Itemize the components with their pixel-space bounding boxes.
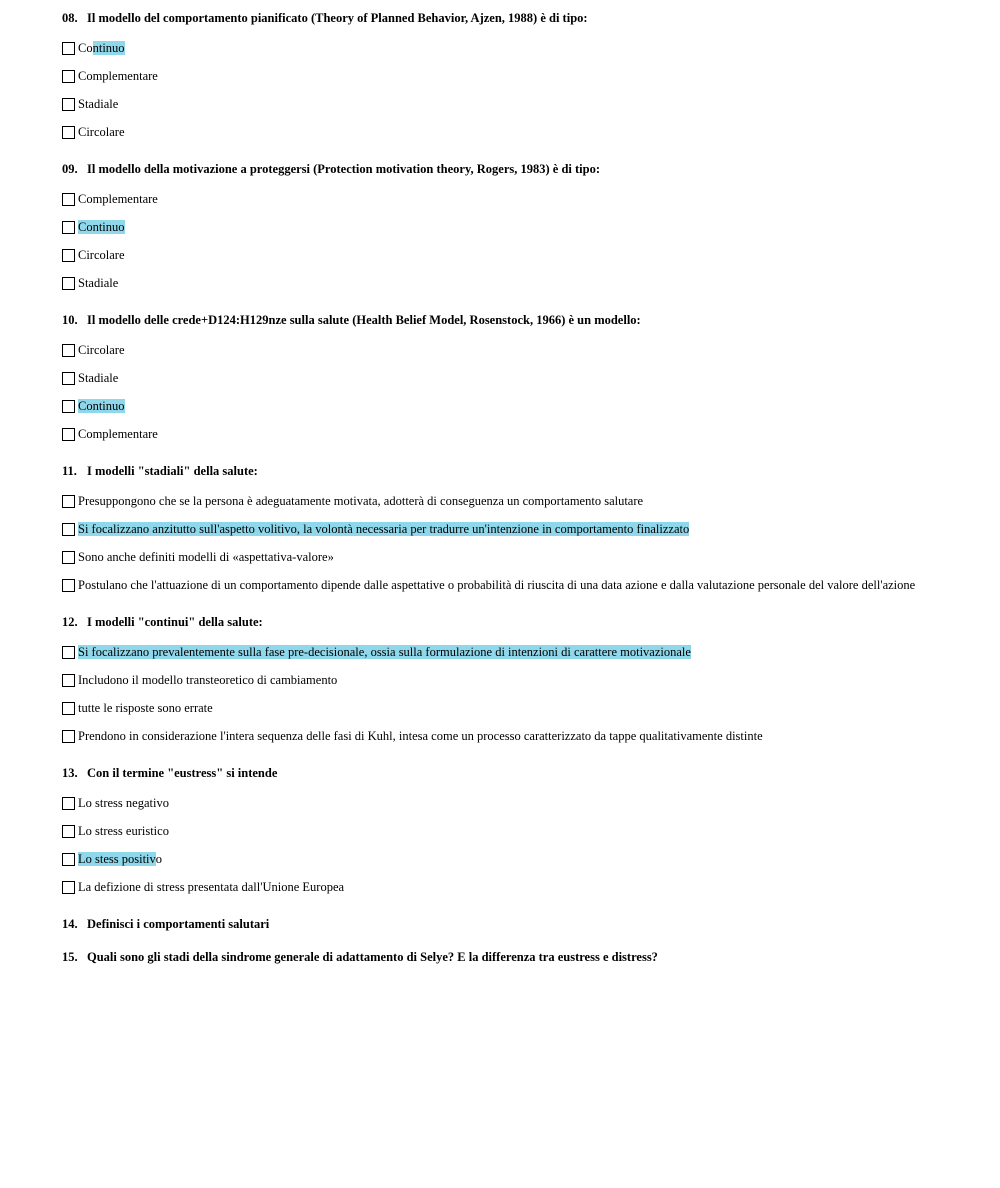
question-0 <box>62 8 962 146</box>
answer-label <box>78 521 689 537</box>
question-heading <box>62 310 962 330</box>
answer-text: tutte le risposte sono errate <box>78 701 213 715</box>
answer-checkbox[interactable] <box>62 344 75 357</box>
answer-label <box>78 644 691 660</box>
question-text: I modelli "continui" della salute: <box>87 615 263 629</box>
question-1 <box>62 159 962 297</box>
answer-text: Complementare <box>78 192 158 206</box>
question-heading <box>62 914 962 934</box>
answer-option[interactable] <box>62 873 962 901</box>
answer-checkbox[interactable] <box>62 825 75 838</box>
answer-checkbox[interactable] <box>62 372 75 385</box>
answer-text: Circolare <box>78 343 125 357</box>
answer-checkbox[interactable] <box>62 70 75 83</box>
answer-label <box>78 370 118 386</box>
answer-option[interactable] <box>62 845 962 873</box>
answer-label <box>78 700 213 716</box>
question-number: 11. <box>62 464 77 478</box>
answer-option[interactable] <box>62 336 962 364</box>
answer-option[interactable] <box>62 571 962 599</box>
answer-label <box>78 426 158 442</box>
answer-label <box>78 96 118 112</box>
answer-option[interactable] <box>62 364 962 392</box>
answer-label <box>78 823 169 839</box>
answer-label <box>78 124 125 140</box>
answer-option[interactable] <box>62 90 962 118</box>
answer-option[interactable] <box>62 420 962 448</box>
answer-checkbox[interactable] <box>62 551 75 564</box>
question-heading <box>62 947 962 967</box>
answer-option[interactable] <box>62 789 962 817</box>
answer-label <box>78 795 169 811</box>
answer-checkbox[interactable] <box>62 98 75 111</box>
answer-option[interactable] <box>62 666 962 694</box>
answer-option[interactable] <box>62 62 962 90</box>
answer-option[interactable] <box>62 487 962 515</box>
question-text: Il modello della motivazione a proteggersi (Protection motivation theory, Rogers, 1983) è di tipo: <box>87 162 601 176</box>
answer-text: Stadiale <box>78 276 119 290</box>
answer-text: Complementare <box>78 427 158 441</box>
question-heading <box>62 763 962 783</box>
highlighted-answer-text: Si focalizzano anzitutto sull'aspetto volitivo, la volontà necessaria per tradurre un'intenzione in comportamento finalizzato <box>78 522 690 536</box>
question-heading <box>62 461 962 481</box>
answer-checkbox[interactable] <box>62 193 75 206</box>
answer-option[interactable] <box>62 638 962 666</box>
answer-option[interactable] <box>62 34 962 62</box>
answer-option[interactable] <box>62 722 962 750</box>
answer-text: La defizione di stress presentata dall'Unione Europea <box>78 880 345 894</box>
answer-text: Complementare <box>78 69 158 83</box>
question-number: 09. <box>62 162 78 176</box>
answer-text: Presuppongono che se la persona è adeguatamente motivata, adotterà di conseguenza un comportamento salutare <box>78 494 644 508</box>
question-7 <box>62 947 962 967</box>
question-heading <box>62 612 962 632</box>
question-5 <box>62 763 962 901</box>
question-4 <box>62 612 962 750</box>
question-heading <box>62 8 962 28</box>
answer-option[interactable] <box>62 515 962 543</box>
question-text: I modelli "stadiali" della salute: <box>87 464 258 478</box>
question-text: Quali sono gli stadi della sindrome generale di adattamento di Selye? E la differenza tra eustress e distress? <box>87 950 658 964</box>
answer-option[interactable] <box>62 694 962 722</box>
answer-option[interactable] <box>62 118 962 146</box>
answer-option[interactable] <box>62 543 962 571</box>
answer-label <box>78 851 162 867</box>
answer-label <box>78 672 337 688</box>
answer-text: Prendono in considerazione l'intera sequenza delle fasi di Kuhl, intesa come un processo caratterizzato da tappe qualitativamente distinte <box>78 729 763 743</box>
answer-text: Includono il modello transteoretico di cambiamento <box>78 673 338 687</box>
answer-label <box>78 219 125 235</box>
answer-checkbox[interactable] <box>62 428 75 441</box>
answer-checkbox[interactable] <box>62 797 75 810</box>
answer-label <box>78 549 334 565</box>
answer-checkbox[interactable] <box>62 523 75 536</box>
answer-checkbox[interactable] <box>62 126 75 139</box>
question-number: 15. <box>62 950 78 964</box>
answer-checkbox[interactable] <box>62 495 75 508</box>
question-text: Il modello delle crede+D124:H129nze sulla salute (Health Belief Model, Rosenstock, 1966) è un modello: <box>87 313 641 327</box>
answer-text: Lo stress negativo <box>78 796 169 810</box>
highlighted-answer-text: ntinuo <box>92 41 125 55</box>
answer-option[interactable] <box>62 817 962 845</box>
highlighted-answer-text: Si focalizzano prevalentemente sulla fase pre-decisionale, ossia sulla formulazione di intenzioni di carattere motivazionale <box>78 645 691 659</box>
question-number: 10. <box>62 313 78 327</box>
question-text: Definisci i comportamenti salutari <box>87 917 270 931</box>
answer-label <box>78 493 643 509</box>
answer-checkbox[interactable] <box>62 646 75 659</box>
answer-checkbox[interactable] <box>62 702 75 715</box>
answer-text: Stadiale <box>78 97 119 111</box>
question-6 <box>62 914 962 934</box>
answer-checkbox[interactable] <box>62 881 75 894</box>
answer-option[interactable] <box>62 269 962 297</box>
answer-text: Sono anche definiti modelli di «aspettativa-valore» <box>78 550 334 564</box>
answer-text: o <box>155 852 163 866</box>
question-number: 12. <box>62 615 78 629</box>
answer-label <box>78 40 125 56</box>
answer-option[interactable] <box>62 213 962 241</box>
quiz-document <box>62 8 962 980</box>
answer-option[interactable] <box>62 241 962 269</box>
answer-text: Co <box>78 41 93 55</box>
question-number: 08. <box>62 11 78 25</box>
question-number: 14. <box>62 917 78 931</box>
answer-label <box>78 68 158 84</box>
answer-checkbox[interactable] <box>62 400 75 413</box>
answer-checkbox[interactable] <box>62 674 75 687</box>
answer-checkbox[interactable] <box>62 579 75 592</box>
answer-label <box>78 879 344 895</box>
answer-text: Lo stress euristico <box>78 824 169 838</box>
question-number: 13. <box>62 766 78 780</box>
answer-text: Stadiale <box>78 371 119 385</box>
answer-label <box>78 728 763 744</box>
question-3 <box>62 461 962 599</box>
highlighted-answer-text: Continuo <box>78 399 125 413</box>
answer-text: Circolare <box>78 248 125 262</box>
question-heading <box>62 159 962 179</box>
answer-text: Postulano che l'attuazione di un comportamento dipende dalle aspettative o probabilità di riuscita di una data azione e dalla valutazione personale del valore dell'azione <box>78 578 916 592</box>
answer-label <box>78 577 915 593</box>
answer-label <box>78 342 125 358</box>
answer-checkbox[interactable] <box>62 221 75 234</box>
highlighted-answer-text: Lo stess positiv <box>78 852 156 866</box>
answer-label <box>78 275 118 291</box>
answer-checkbox[interactable] <box>62 42 75 55</box>
answer-checkbox[interactable] <box>62 730 75 743</box>
answer-label <box>78 191 158 207</box>
answer-label <box>78 247 125 263</box>
answer-checkbox[interactable] <box>62 249 75 262</box>
answer-option[interactable] <box>62 392 962 420</box>
answer-checkbox[interactable] <box>62 853 75 866</box>
question-text: Il modello del comportamento pianificato (Theory of Planned Behavior, Ajzen, 1988) è di tipo: <box>87 11 588 25</box>
question-2 <box>62 310 962 448</box>
answer-label <box>78 398 125 414</box>
highlighted-answer-text: Continuo <box>78 220 125 234</box>
answer-option[interactable] <box>62 185 962 213</box>
answer-checkbox[interactable] <box>62 277 75 290</box>
question-text: Con il termine "eustress" si intende <box>87 766 278 780</box>
answer-text: Circolare <box>78 125 125 139</box>
